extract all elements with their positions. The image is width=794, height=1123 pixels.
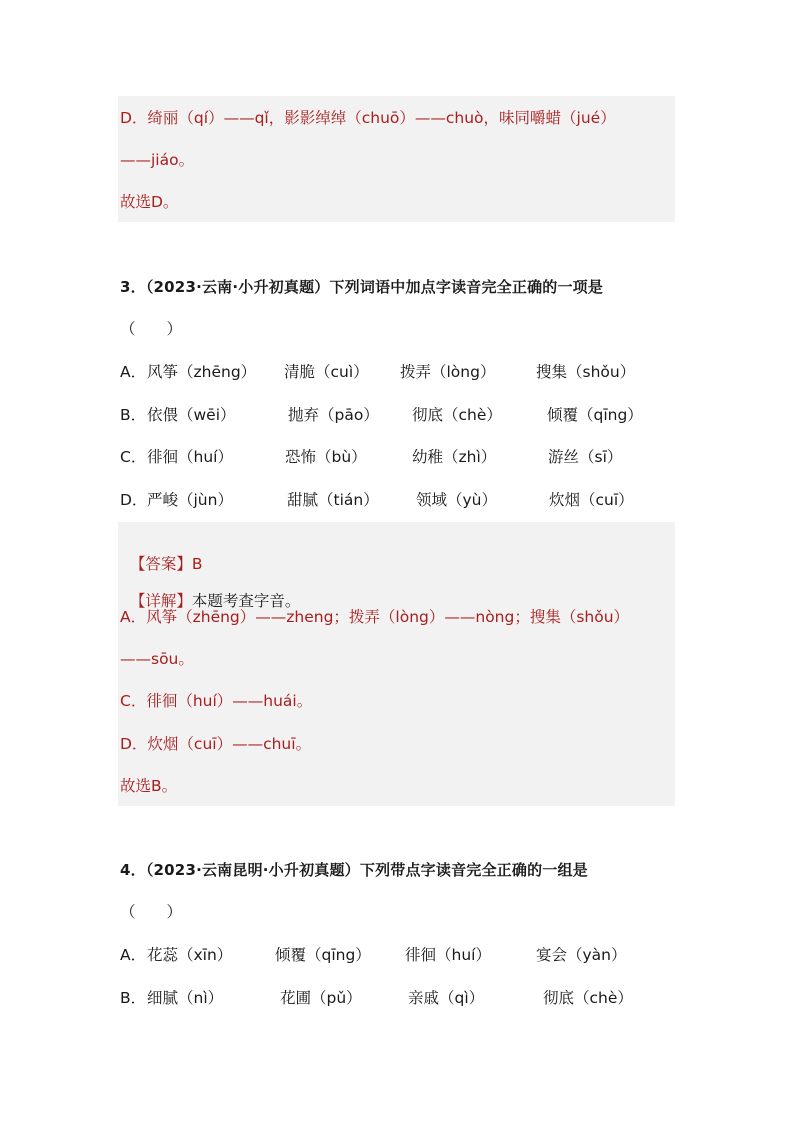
option-item: 徘徊（huí）	[147, 448, 233, 466]
q3-explain-c: C．徘徊（huí）——huái。	[120, 692, 313, 710]
option-label: C．	[120, 448, 147, 466]
option-item: 游丝（sī）	[548, 448, 623, 466]
q4-option-a	[120, 944, 680, 966]
answer-value: B	[191, 555, 203, 573]
option-label: B．	[120, 406, 147, 424]
option-item: 恐怖（bù）	[285, 448, 367, 466]
answer-tag: 【答案】	[129, 555, 192, 573]
q3-option-d	[120, 489, 680, 511]
option-item: 领域（yù）	[416, 491, 497, 509]
question-3-stem: 3．（2023·云南·小升初真题）下列词语中加点字读音完全正确的一项是	[120, 278, 604, 296]
option-item: 亲戚（qì）	[408, 989, 485, 1007]
option-item: 严峻（jùn）	[147, 491, 233, 509]
q3-option-b	[120, 404, 680, 426]
q3-explain-d: D．炊烟（cuī）——chuī。	[120, 735, 312, 753]
option-item: 彻底（chè）	[412, 406, 502, 424]
question-3-paren: （ ）	[120, 320, 183, 338]
prev-explain-d-line2: ——jiáo。	[120, 151, 195, 169]
question-4-stem: 4．（2023·云南昆明·小升初真题）下列带点字读音完全正确的一组是	[120, 861, 588, 879]
detail-tag: 【详解】	[129, 592, 192, 610]
option-item: 风筝（zhēng）	[147, 363, 257, 381]
option-label: A．	[120, 363, 147, 381]
option-label: B．	[120, 989, 147, 1007]
q3-option-a	[120, 361, 680, 383]
option-item: 幼稚（zhì）	[412, 448, 497, 466]
question-4-paren: （ ）	[120, 903, 183, 921]
q4-option-b	[120, 987, 680, 1009]
option-label: D．	[120, 491, 148, 509]
option-item: 搜集（shǒu）	[536, 363, 636, 381]
q3-conclusion: 故选B。	[120, 777, 178, 795]
detail-text: 本题考查字音。	[191, 592, 301, 610]
option-item: 细腻（nì）	[147, 989, 224, 1007]
q3-option-c	[120, 446, 680, 468]
option-item: 倾覆（qīng）	[275, 946, 371, 964]
option-label: A．	[120, 946, 147, 964]
q3-explain-a-line1: A．风筝（zhēng）——zheng；拨弄（lòng）——nòng；搜集（shǒu）	[120, 608, 630, 626]
option-item: 抛弃（pāo）	[288, 406, 379, 424]
option-item: 彻底（chè）	[543, 989, 633, 1007]
option-item: 依偎（wēi）	[147, 406, 236, 424]
option-item: 倾覆（qīng）	[547, 406, 643, 424]
option-item: 花蕊（xīn）	[147, 946, 233, 964]
prev-explain-d-line1: D．绮丽（qí）——qǐ，影影绰绰（chuō）——chuò，味同嚼蜡（jué）	[120, 109, 616, 127]
option-item: 花圃（pǔ）	[280, 989, 362, 1007]
prev-conclusion: 故选D。	[120, 193, 179, 211]
option-item: 清脆（cuì）	[284, 363, 369, 381]
option-item: 炊烟（cuī）	[549, 491, 634, 509]
option-item: 徘徊（huí）	[405, 946, 491, 964]
option-item: 宴会（yàn）	[536, 946, 627, 964]
option-item: 拨弄（lòng）	[400, 363, 496, 381]
option-item: 甜腻（tián）	[287, 491, 379, 509]
q3-explain-a-line2: ——sōu。	[120, 650, 194, 668]
